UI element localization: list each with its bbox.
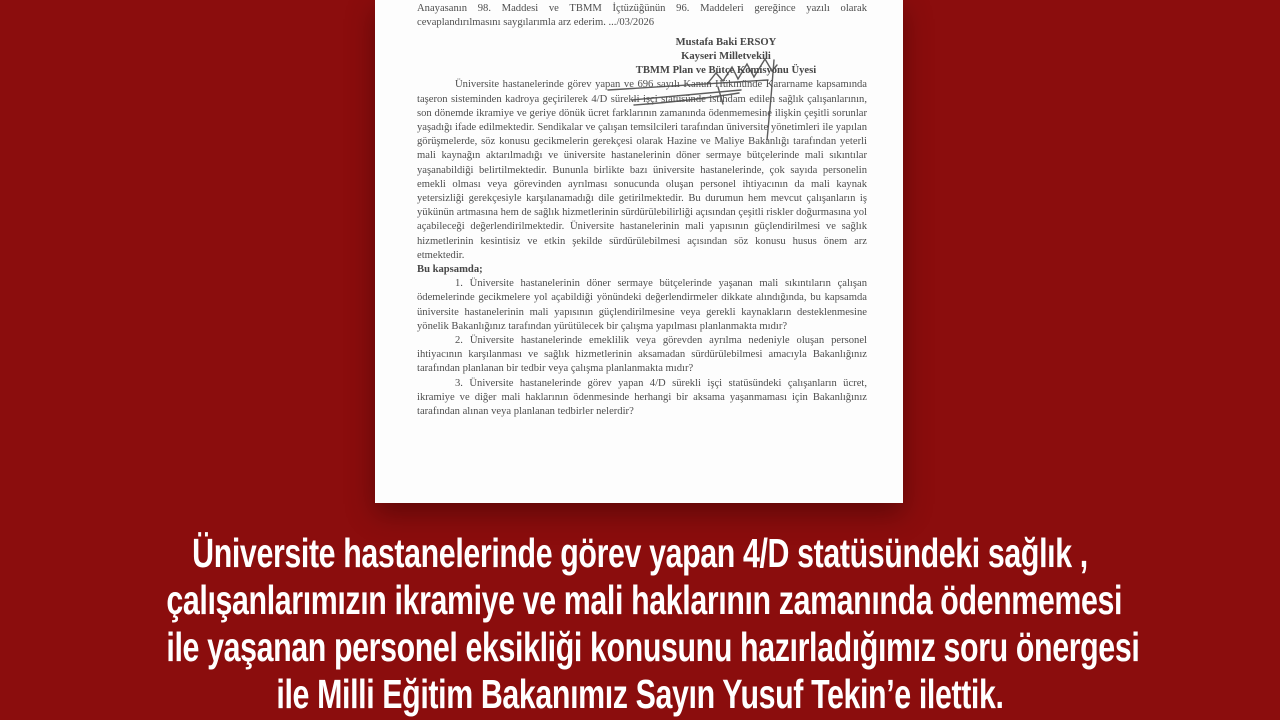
question-item-1: 1. Üniversite hastanelerinin döner sermaye bütçelerinde yaşanan mali sıkıntıların çalışan ödemelerinde gecikmelere yol açabildiği yönündeki değerlendirmeler dikkate alındığında, bu kapsamda üniversite hastanelerinin mali yapısının güçlendirilmesine veya gerekli kaynakların desteklenmesine yönelik Bakanlığınız tarafından yürütülecek bir çalışma yapılması planlanmakta mıdır? [417, 278, 867, 332]
signatory-name: Mustafa Baki ERSOY [675, 37, 777, 49]
letter-intro: Anayasanın 98. Maddesi ve TBMM İçtüzüğünün 96. Maddeleri gereğince yazılı olarak cevaplandırılmasını saygılarımla arz ederim. .../03/2026 [417, 3, 867, 29]
question-item-2: 2. Üniversite hastanelerinde emeklilik veya görevden ayrılma nedeniyle oluşan personel ihtiyacının karşılanması ve sağlık hizmetlerinin aksamadan sürdürülebilmesi amacıyla Bakanlığınız tarafından planlanan bir tedbir veya çalışma planlanmakta mıdır? [417, 335, 867, 375]
caption-line-3: ile yaşanan personel eksikliği konusunu hazırladığımız soru önergesi [166, 624, 1140, 670]
letter-document [375, 0, 903, 503]
signatory-title-commission: TBMM Plan ve Bütçe Komisyonu Üyesi [635, 65, 817, 77]
letter-paragraph: Üniversite hastanelerinde görev yapan ve 696 sayılı Kanun Hükmünde Kararname kapsamında taşeron sisteminden kadroya geçirilerek 4/D sürekli işçi statüsünde istihdam edilen sağlık çalışanlarının, son dönemde ikramiye ve geriye dönük ücret farklarının zamanında ödenmemesine ilişkin çeşitli sorunlar yaşadığı ifade edilmektedir. Sendikalar ve çalışan temsilcileri tarafından üniversite yönetimleri ile yapılan görüşmelerde, söz konusu gecikmelerin gerekçesi olarak Hazine ve Maliye Bakanlığı tarafından yeterli mali kaynağın aktarılmadığı ve üniversite hastanelerinin döner sermaye bütçelerinde mali sıkıntılar yaşanabildiği belirtilmektedir. Bununla birlikte bazı üniversite hastanelerinde, çok sayıda personelin emekli olması veya görevinden ayrılması sonucunda oluşan personel ihtiyacının da mali kaynak yetersizliği gerekçesiyle karşılanamadığı dile getirilmektedir. Bu durumun hem mevcut çalışanların iş yükünün artmasına hem de sağlık hizmetlerinin sürdürülebilirliği açısından çeşitli riskler doğurmasına yol açabileceği değerlendirilmektedir. Üniversite hastanelerinin mali yapısının güçlendirilmesi ve sağlık hizmetlerinin kesintisiz ve etkin şekilde sürdürülebilmesi açısından söz konusu husus önem arz etmektedir. [417, 79, 867, 261]
caption-line-2: çalışanlarımızın ikramiye ve mali haklarının zamanında ödenmemesi [166, 577, 1123, 623]
signatory-block [591, 36, 861, 78]
caption-line-4: ile Milli Eğitim Bakanımız Sayın Yusuf Tekin’e ilettik. [276, 671, 1004, 717]
section-heading: Bu kapsamda; [417, 264, 483, 276]
question-item-3: 3. Üniversite hastanelerinde görev yapan 4/D sürekli işçi statüsündeki çalışanların ücret, ikramiye ve diğer mali haklarının ödenmesinde herhangi bir aksama yaşanmaması için Bakanlığınız tarafından alınan veya planlanan tedbirler nelerdir? [417, 377, 867, 418]
caption-line-1: Üniversite hastanelerinde görev yapan 4/D statüsündeki sağlık , [192, 530, 1088, 576]
signatory-title-city: Kayseri Milletvekili [681, 51, 771, 63]
caption-block [0, 530, 1280, 718]
